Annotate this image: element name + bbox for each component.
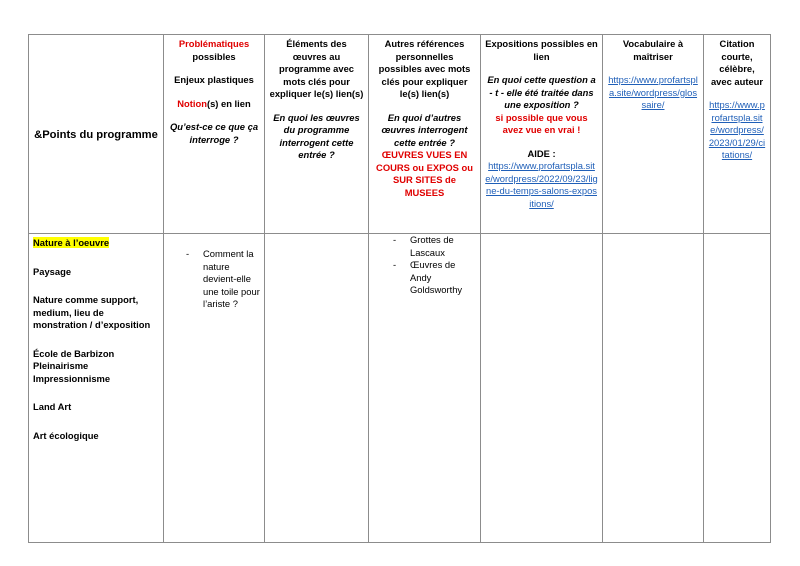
autres-body-cell — [369, 234, 481, 543]
citation-title: Citation courte, célèbre, avec auteur — [710, 38, 764, 87]
notion-rest: (s) en lien — [206, 97, 251, 109]
point-item-highlighted: Nature à l’oeuvre — [33, 237, 110, 248]
header-citation-cell — [704, 35, 771, 234]
elements-question: En quoi les œuvres du programme interrogent cette entrée ? — [273, 111, 360, 160]
autres-question: En quoi d’autres œuvres interrogent cette entrée ? — [381, 111, 468, 148]
problematiques-body-cell — [164, 234, 265, 543]
header-problematiques-cell — [164, 35, 265, 234]
list-item: - Grottes de Lascaux — [393, 234, 476, 259]
list-item: - Œuvres de Andy Goldsworthy — [393, 259, 476, 297]
expositions-link[interactable]: https://www.profartspla.site/wordpress/2022/09/23/ligne-du-temps-salons-expositions/ — [485, 160, 598, 209]
citation-body-cell — [704, 234, 771, 543]
header-elements-cell — [265, 35, 369, 234]
header-row — [29, 35, 771, 234]
autres-list — [393, 234, 476, 297]
problematiques-title-red: Problématiques — [178, 38, 250, 49]
program-table — [28, 34, 771, 543]
header-vocabulaire-cell — [603, 35, 704, 234]
header-points-label: &Points du programme — [34, 129, 158, 141]
expositions-red-note: si possible que vous avez vue en vrai ! — [495, 111, 588, 135]
elements-title: Éléments des œuvres au programme avec mots clés pour expliquer le(s) lien(s) — [269, 38, 364, 99]
problematiques-title-rest: possibles — [192, 50, 236, 62]
problematiques-list — [186, 248, 260, 311]
expositions-question: En quoi cette question a - t - elle été traitée dans une exposition ? — [487, 74, 596, 110]
notion-red: Notion — [177, 97, 207, 109]
elements-body-cell — [265, 234, 369, 543]
citations-link[interactable]: https://www.profartspla.site/wordpress/2023/01/29/citations/ — [708, 99, 766, 160]
expositions-body-cell — [481, 234, 603, 543]
content-row — [29, 234, 771, 543]
expositions-title: Expositions possibles en lien — [485, 38, 598, 62]
vocabulaire-title: Vocabulaire à maîtriser — [622, 38, 684, 62]
list-item: - Comment la nature devient-elle une toile pour l’ariste ? — [186, 248, 260, 311]
enjeux-plastiques-label: Enjeux plastiques — [174, 74, 254, 85]
header-autres-cell — [369, 35, 481, 234]
point-item: Art écologique — [33, 429, 99, 441]
point-item: Land Art — [33, 401, 72, 412]
header-points-cell — [29, 35, 164, 234]
point-item: École de Barbizon Pleinairisme Impressionnisme — [33, 347, 115, 384]
autres-red-note: ŒUVRES VUES EN COURS ou EXPOS ou SUR SITES de MUSEES — [376, 149, 473, 198]
points-cell — [29, 234, 164, 543]
glossaire-link[interactable]: https://www.profartspla.site/wordpress/glossaire/ — [608, 74, 698, 110]
autres-title: Autres références personnelles possibles avec mots clés pour expliquer le(s) lien(s) — [378, 38, 471, 99]
header-expositions-cell — [481, 35, 603, 234]
point-item: Nature comme support, medium, lieu de monstration / d’exposition — [33, 294, 151, 330]
vocabulaire-body-cell — [603, 234, 704, 543]
point-item: Paysage — [33, 265, 72, 277]
aide-label: AIDE : — [527, 147, 556, 159]
problematiques-question: Qu’est-ce ce que ça interroge ? — [169, 121, 259, 145]
